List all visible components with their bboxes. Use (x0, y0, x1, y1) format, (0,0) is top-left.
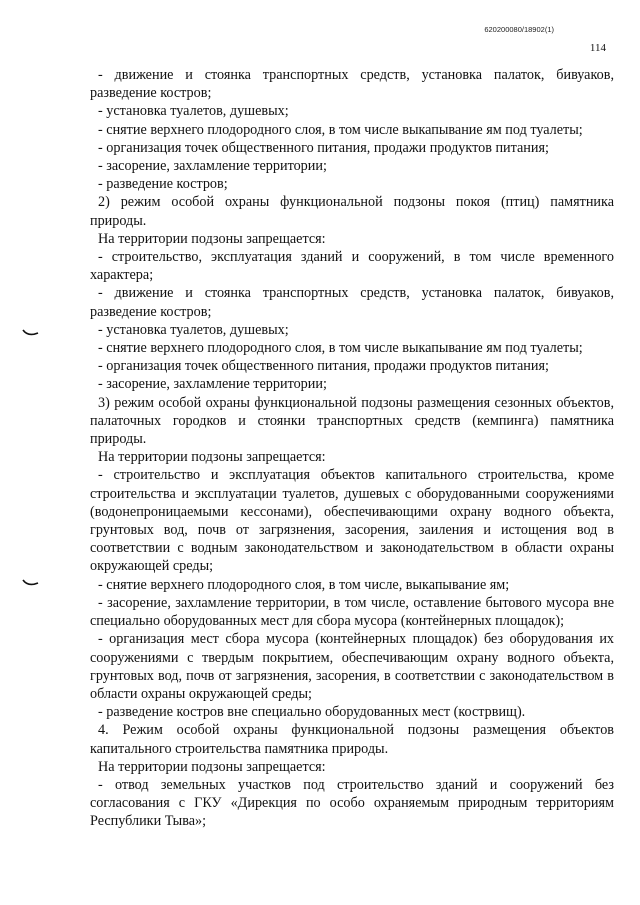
document-id: 620200080/18902(1) (484, 25, 554, 34)
paragraph: - движение и стоянка транспортных средств, установка палаток, бивуаков, разведение костров; (90, 67, 614, 102)
paragraph: - движение и стоянка транспортных средств, установка палаток, бивуаков, разведение костров; (90, 285, 614, 320)
paragraph: - строительство и эксплуатация объектов капитального строительства, кроме строительства и эксплуатации туалетов, душевых с оборудованными сооружениями (водонепроницаемыми кессонами), обеспечивающими охрану водного объекта, грунтовых вод, почв от загрязнения, засорения, заиления и истощения вод в соответствии с водным законодательством и законодательством в области охраны окружающей среды; (90, 467, 614, 575)
paragraph: - строительство, эксплуатация зданий и сооружений, в том числе временного характера; (90, 249, 614, 284)
paragraph: - засорение, захламление территории; (98, 376, 327, 393)
paragraph: - организация точек общественного питания, продажи продуктов питания; (98, 358, 549, 375)
paragraph: - снятие верхнего плодородного слоя, в том числе, выкапывание ям; (98, 576, 510, 593)
paragraph: - снятие верхнего плодородного слоя, в том числе выкапывание ям под туалеты; (98, 121, 583, 138)
paragraph: - разведение костров вне специально оборудованных мест (кострвищ). (98, 704, 526, 721)
paragraph: - организация точек общественного питания, продажи продуктов питания; (98, 139, 549, 156)
paragraph: - снятие верхнего плодородного слоя, в том числе выкапывание ям под туалеты; (98, 340, 583, 357)
margin-mark-icon (22, 328, 40, 338)
section-heading: 2) режим особой охраны функциональной подзоны покоя (птиц) памятника природы. (90, 194, 614, 229)
paragraph: - отвод земельных участков под строительство зданий и сооружений без согласования с ГКУ «Дирекция по особо охраняемым природным территориям Республики Тыва»; (90, 776, 614, 830)
paragraph: На территории подзоны запрещается: (98, 230, 326, 247)
paragraph: - организация мест сбора мусора (контейнерных площадок) без оборудования их сооружениями с твердым покрытием, обеспечивающим охрану водного объекта, грунтовых вод, почв от загрязнения, засорения, в соответствии с законодательством в области охраны окружающей среды; (90, 631, 614, 702)
page-number: 114 (589, 42, 606, 54)
margin-mark-icon (22, 578, 40, 588)
paragraph: - засорение, захламление территории; (98, 158, 327, 175)
paragraph: На территории подзоны запрещается: (98, 758, 326, 775)
section-heading: 3) режим особой охраны функциональной подзоны размещения сезонных объектов, палаточных городков и стоянки транспортных средств (кемпинга) памятника природы. (90, 394, 614, 448)
paragraph: На территории подзоны запрещается: (98, 449, 326, 466)
paragraph: - засорение, захламление территории, в том числе, оставление бытового мусора вне специально оборудованных мест для сбора мусора (контейнерных площадок); (90, 594, 614, 630)
paragraph: - установка туалетов, душевых; (98, 103, 289, 120)
paragraph: - разведение костров; (98, 176, 228, 193)
paragraph: - установка туалетов, душевых; (98, 321, 289, 338)
document-body (90, 66, 614, 831)
section-heading: 4. Режим особой охраны функциональной подзоны размещения объектов капитального строительства памятника природы. (90, 722, 614, 757)
